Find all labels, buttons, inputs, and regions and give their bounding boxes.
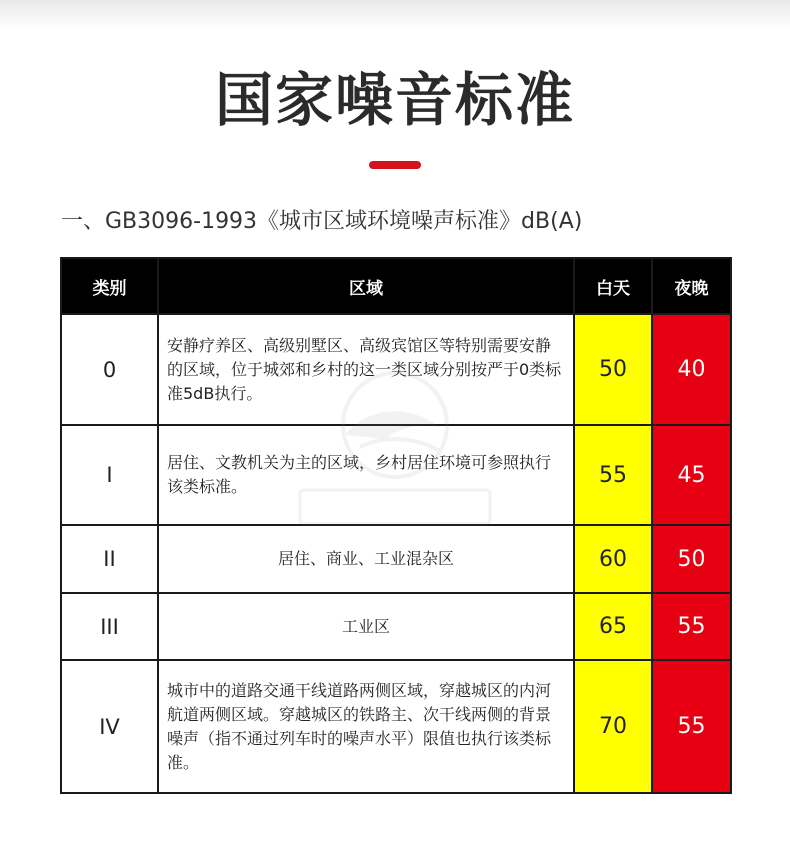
top-shadow	[0, 0, 790, 30]
table-row	[61, 525, 731, 593]
row-area: 工业区	[158, 593, 574, 660]
noise-standard-table	[60, 257, 732, 794]
row-category: IV	[61, 660, 158, 793]
header-night: 夜晚	[652, 258, 731, 314]
row-night-value: 50	[652, 525, 731, 593]
header-day: 白天	[574, 258, 652, 314]
page-title: 国家噪音标准	[214, 66, 575, 134]
table-row	[61, 425, 731, 525]
row-night-value: 55	[652, 660, 731, 793]
header-category: 类别	[61, 258, 158, 314]
header-area: 区域	[158, 258, 574, 314]
table-row	[61, 314, 731, 425]
row-area: 城市中的道路交通干线道路两侧区域，穿越城区的内河航道两侧区域。穿越城区的铁路主、次干线两侧的背景噪声（指不通过列车时的噪声水平）限值也执行该类标准。	[158, 660, 574, 793]
row-area: 居住、商业、工业混杂区	[158, 525, 574, 593]
row-category: I	[61, 425, 158, 525]
row-day-value: 60	[574, 525, 652, 593]
row-category: II	[61, 525, 158, 593]
row-night-value: 40	[652, 314, 731, 425]
row-day-value: 55	[574, 425, 652, 525]
row-night-value: 55	[652, 593, 731, 660]
table-row	[61, 593, 731, 660]
table-header-row	[61, 258, 731, 314]
table-row	[61, 660, 731, 793]
row-area: 安静疗养区、高级别墅区、高级宾馆区等特别需要安静的区域，位于城郊和乡村的这一类区域分别按严于0类标准5dB执行。	[158, 314, 574, 425]
row-night-value: 45	[652, 425, 731, 525]
title-underline	[369, 161, 421, 169]
row-area: 居住、文教机关为主的区域，乡村居住环境可参照执行该类标准。	[158, 425, 574, 525]
row-category: 0	[61, 314, 158, 425]
row-category: III	[61, 593, 158, 660]
row-day-value: 70	[574, 660, 652, 793]
row-day-value: 65	[574, 593, 652, 660]
section-heading: 一、GB3096-1993《城市区域环境噪声标准》dB(A)	[61, 209, 583, 234]
row-day-value: 50	[574, 314, 652, 425]
